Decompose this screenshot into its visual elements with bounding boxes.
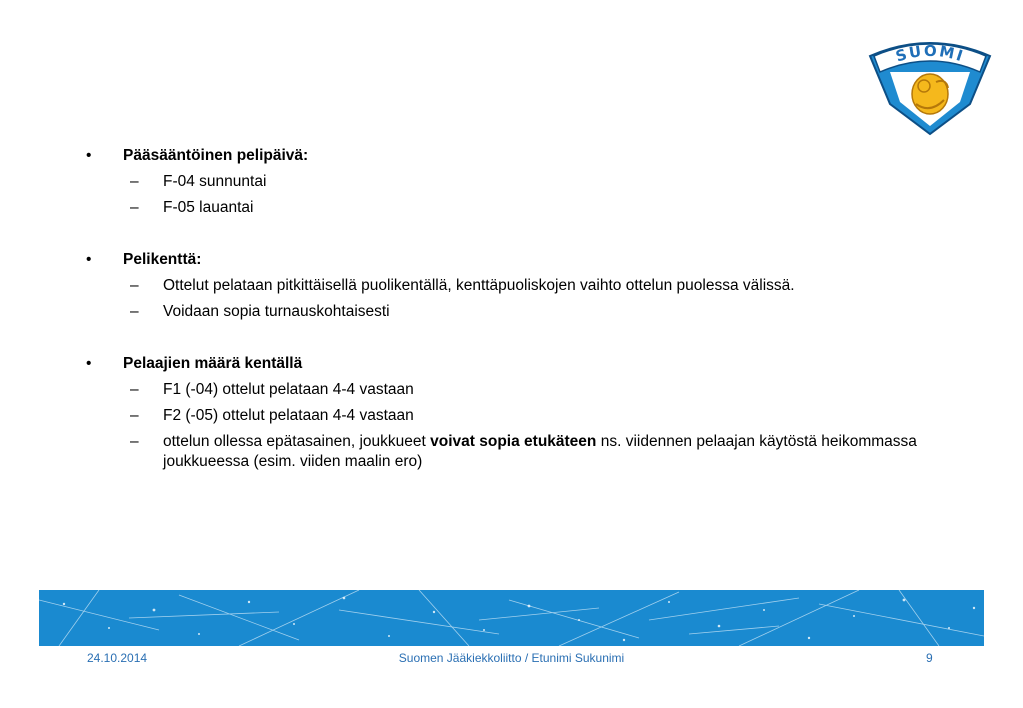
bullet-item [86, 247, 966, 273]
lion-icon [912, 74, 948, 114]
section-title: Pelikenttä: [123, 251, 202, 268]
sub-item [86, 429, 966, 475]
suomi-logo [866, 28, 994, 138]
sub-item-text: Voidaan sopia turnauskohtaisesti [163, 303, 390, 320]
dash-mark: – [130, 277, 139, 294]
section-player-count [86, 351, 966, 475]
section-title: Pääsääntöinen pelipäivä: [123, 147, 309, 164]
bold-text-segment: voivat sopia etukäteen [430, 433, 597, 450]
sub-item [86, 377, 966, 403]
text-segment: ns. viidennen pelaajan käytöstä heikommassa joukkueessa (esim. viiden maalin ero) [163, 433, 917, 470]
sub-item-text: F1 (-04) ottelut pelataan 4-4 vastaan [163, 381, 414, 398]
sub-item-text: F2 (-05) ottelut pelataan 4-4 vastaan [163, 407, 414, 424]
sub-item [86, 299, 966, 325]
sub-item-text: F-04 sunnuntai [163, 173, 267, 190]
footer-date: 24.10.2014 [87, 651, 148, 665]
sub-item-text [163, 429, 966, 475]
logo-text: SUOMI [893, 41, 967, 66]
sub-item-text: Ottelut pelataan pitkittäisellä puolikentällä, kenttäpuoliskojen vaihto ottelun puolessa välissä. [163, 277, 795, 294]
dash-mark: – [130, 381, 139, 398]
bullet-mark: • [86, 251, 92, 268]
sub-item [86, 195, 966, 221]
bullet-item [86, 143, 966, 169]
bullet-mark: • [86, 147, 92, 164]
dash-mark: – [130, 199, 139, 216]
footer-author: Suomen Jääkiekkoliitto / Etunimi Sukunimi [398, 651, 625, 665]
text-segment: ottelun ollessa epätasainen, joukkueet [163, 433, 431, 450]
bullet-mark: • [86, 355, 92, 372]
section-match-day [86, 143, 966, 221]
section-field [86, 247, 966, 325]
bullet-item [86, 351, 966, 377]
slide-content [86, 143, 966, 475]
dash-mark: – [130, 303, 139, 320]
sub-item [86, 273, 966, 299]
sub-item [86, 169, 966, 195]
sub-item [86, 403, 966, 429]
ice-texture-band [39, 590, 984, 646]
section-title: Pelaajien määrä kentällä [123, 355, 303, 372]
sub-item-text: F-05 lauantai [163, 199, 254, 216]
page-number: 9 [926, 651, 933, 665]
dash-mark: – [130, 433, 139, 450]
dash-mark: – [130, 407, 139, 424]
dash-mark: – [130, 173, 139, 190]
